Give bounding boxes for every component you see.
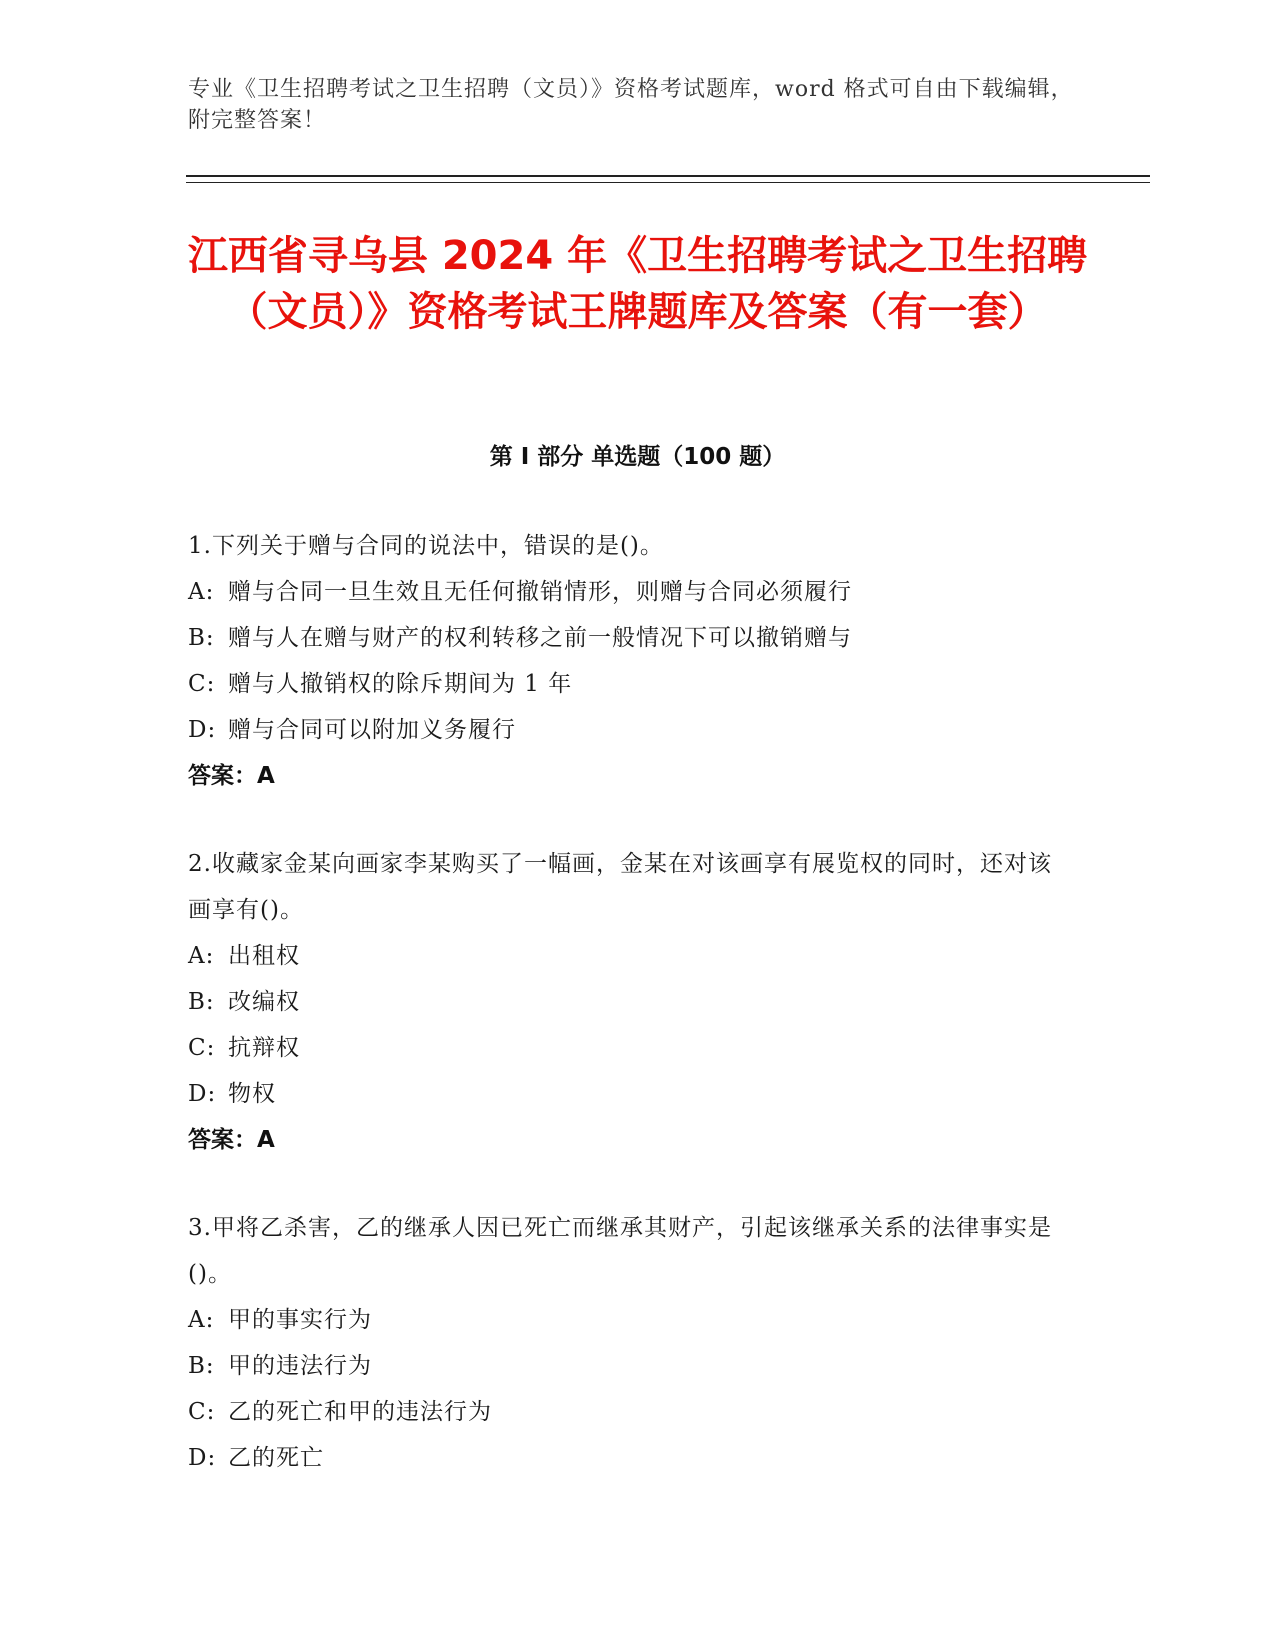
question-item xyxy=(188,523,1068,799)
option-text: 乙的死亡 xyxy=(228,1445,324,1471)
option-key: B: xyxy=(188,1353,215,1379)
option-key: D: xyxy=(188,717,217,743)
option-text: 赠与人撤销权的除斥期间为 1 年 xyxy=(228,671,573,697)
question-stem: 2.收藏家金某向画家李某购买了一幅画，金某在对该画享有展览权的同时，还对该画享有()。 xyxy=(188,851,1052,923)
question-option xyxy=(188,1343,1068,1389)
option-key: B: xyxy=(188,989,215,1015)
option-key: C: xyxy=(188,1035,216,1061)
question-option xyxy=(188,1297,1068,1343)
option-key: C: xyxy=(188,671,216,697)
option-text: 赠与合同一旦生效且无任何撤销情形，则赠与合同必须履行 xyxy=(228,579,852,605)
question-stem: 3.甲将乙杀害，乙的继承人因已死亡而继承其财产，引起该继承关系的法律事实是()。 xyxy=(188,1215,1052,1287)
section-heading: 第 I 部分 单选题（100 题） xyxy=(489,444,786,470)
question-option xyxy=(188,1389,1068,1435)
option-text: 抗辩权 xyxy=(228,1035,300,1061)
option-text: 物权 xyxy=(228,1081,276,1107)
header-divider-thick xyxy=(186,175,1150,177)
question-item xyxy=(188,1205,1068,1481)
document-title: 江西省寻乌县 2024 年《卫生招聘考试之卫生招聘（文员）》资格考试王牌题库及答案（有一套） xyxy=(187,233,1088,335)
question-option xyxy=(188,661,1068,707)
question-option xyxy=(188,979,1068,1025)
header-note: 专业《卫生招聘考试之卫生招聘（文员）》资格考试题库，word 格式可自由下载编辑，附完整答案！ xyxy=(188,77,1074,133)
question-list xyxy=(188,523,1068,1523)
question-option xyxy=(188,1435,1068,1481)
question-option xyxy=(188,933,1068,979)
header-divider-thin xyxy=(186,182,1150,183)
option-text: 出租权 xyxy=(228,943,300,969)
option-key: B: xyxy=(188,625,215,651)
question-option xyxy=(188,569,1068,615)
option-key: A: xyxy=(188,1307,215,1333)
option-text: 甲的违法行为 xyxy=(228,1353,372,1379)
question-option xyxy=(188,615,1068,661)
option-key: D: xyxy=(188,1445,217,1471)
question-answer: 答案：A xyxy=(188,763,275,789)
option-key: D: xyxy=(188,1081,217,1107)
option-text: 甲的事实行为 xyxy=(228,1307,372,1333)
option-text: 赠与人在赠与财产的权利转移之前一般情况下可以撤销赠与 xyxy=(228,625,852,651)
option-text: 赠与合同可以附加义务履行 xyxy=(228,717,516,743)
option-key: A: xyxy=(188,943,215,969)
question-option xyxy=(188,707,1068,753)
question-answer: 答案：A xyxy=(188,1127,275,1153)
question-stem: 1.下列关于赠与合同的说法中，错误的是()。 xyxy=(188,533,664,559)
question-option xyxy=(188,1071,1068,1117)
option-key: C: xyxy=(188,1399,216,1425)
question-option xyxy=(188,1025,1068,1071)
option-text: 改编权 xyxy=(228,989,300,1015)
question-item xyxy=(188,841,1068,1163)
option-key: A: xyxy=(188,579,215,605)
option-text: 乙的死亡和甲的违法行为 xyxy=(228,1399,492,1425)
